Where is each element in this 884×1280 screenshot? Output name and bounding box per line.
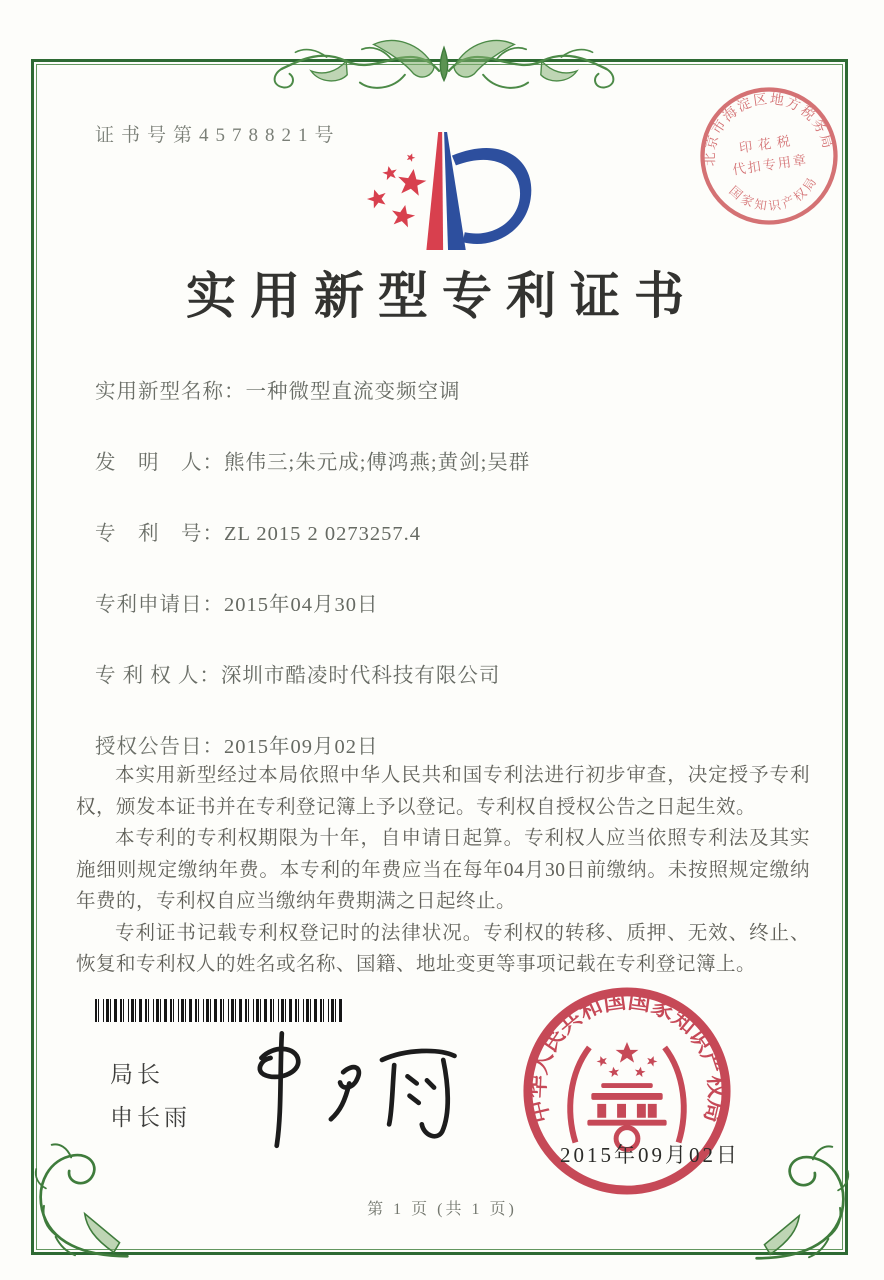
field-value: 熊伟三;朱元成;傅鸿燕;黄剑;吴群 — [224, 452, 531, 474]
signer-role: 局长 — [110, 1061, 164, 1087]
page-footer: 第 1 页 (共 1 页) — [367, 1201, 517, 1218]
field-row-patent-no — [95, 516, 795, 587]
field-label: 发 明 人： — [95, 452, 224, 474]
certificate-title: 实用新型专利证书 — [186, 268, 698, 324]
field-label: 专 利 号： — [95, 523, 224, 545]
svg-text:北京市海淀区地方税务局 — [693, 82, 836, 168]
tax-stamp — [683, 70, 855, 242]
tax-stamp-bottom-arc: 国家知识产权局 — [726, 173, 821, 214]
signer-name: 申长雨 — [110, 1104, 191, 1130]
legal-text — [76, 760, 810, 981]
tax-stamp-top-arc: 北京市海淀区地方税务局 — [702, 91, 836, 167]
tax-stamp-line1: 印花税 — [738, 132, 797, 156]
field-label: 专利申请日： — [95, 594, 224, 616]
seal-ring-text: 中华人民共和国国家知识产权局 — [524, 987, 730, 1126]
field-list — [95, 374, 795, 800]
tax-stamp-line2: 代扣专用章 — [731, 151, 809, 178]
field-value: 2015年04月30日 — [224, 594, 379, 616]
field-value: ZL 2015 2 0273257.4 — [224, 523, 422, 545]
field-row-inventors — [95, 445, 795, 516]
seal-date: 2015年09月02日 — [560, 1143, 740, 1167]
field-value: 深圳市酷凌时代科技有限公司 — [220, 665, 501, 687]
signature-autograph-icon — [243, 1018, 478, 1153]
top-ornament-icon — [248, 20, 640, 108]
field-row-name — [95, 374, 795, 445]
field-label: 专 利 权 人： — [95, 665, 221, 687]
field-label: 实用新型名称： — [95, 381, 246, 403]
field-value: 一种微型直流变频空调 — [245, 381, 461, 403]
field-value: 2015年09月02日 — [224, 736, 379, 758]
signer-block — [110, 1053, 191, 1139]
cnipa-logo-icon — [332, 122, 568, 260]
paragraph-2: 本专利的专利权期限为十年，自申请日起算。专利权人应当依照专利法及其实施细则规定缴纳年费。本专利的年费应当在每年04月30日前缴纳。未按照规定缴纳年费的，专利权自应当缴纳年费期满之日起终止。 — [76, 828, 810, 912]
field-row-filing-date — [95, 587, 795, 658]
paragraph-3: 专利证书记载专利权登记时的法律状况。专利权的转移、质押、无效、终止、恢复和专利权人的姓名或名称、国籍、地址变更等事项记载在专利登记簿上。 — [76, 922, 810, 975]
national-emblem-icon — [570, 1042, 683, 1150]
field-label: 授权公告日： — [95, 736, 224, 758]
field-row-patentee — [95, 658, 795, 729]
certificate-number: 证书号第4578821号 — [95, 125, 341, 146]
paragraph-1: 本实用新型经过本局依照中华人民共和国专利法进行初步审查，决定授予专利权，颁发本证书并在专利登记簿上予以登记。专利权自授权公告之日起生效。 — [76, 765, 810, 818]
svg-text:国家知识产权局 — [725, 172, 824, 219]
